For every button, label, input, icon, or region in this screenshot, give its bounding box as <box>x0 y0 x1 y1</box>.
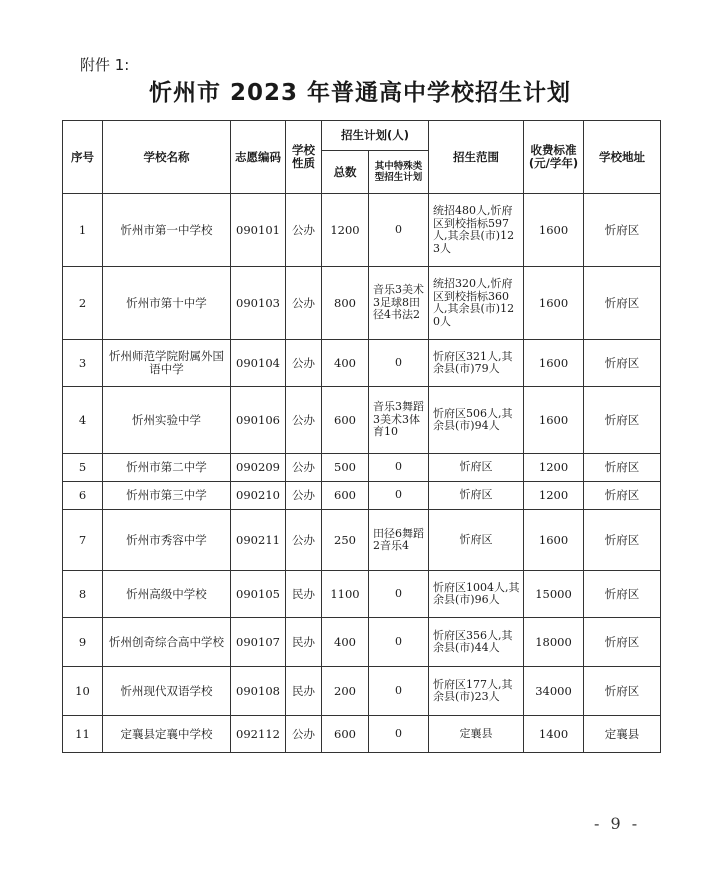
cell-nature: 民办 <box>286 667 322 716</box>
cell-fee: 1200 <box>524 454 584 482</box>
table-row <box>63 510 661 571</box>
cell-address: 忻府区 <box>584 618 661 667</box>
cell-total: 250 <box>322 510 369 571</box>
table-row <box>63 571 661 618</box>
cell-seq: 8 <box>63 571 103 618</box>
cell-nature: 公办 <box>286 454 322 482</box>
cell-scope: 统招480人,忻府区到校指标597人,其余县(市)123人 <box>429 194 524 267</box>
cell-code: 090106 <box>231 387 286 454</box>
cell-seq: 11 <box>63 716 103 753</box>
table-row <box>63 387 661 454</box>
cell-seq: 9 <box>63 618 103 667</box>
header-nature: 学校性质 <box>286 121 322 194</box>
cell-special: 0 <box>369 716 429 753</box>
page-number: - 9 - <box>594 814 641 833</box>
cell-code: 090210 <box>231 482 286 510</box>
cell-fee: 1600 <box>524 387 584 454</box>
cell-total: 800 <box>322 267 369 340</box>
header-total: 总数 <box>322 151 369 194</box>
cell-address: 忻府区 <box>584 454 661 482</box>
cell-address: 定襄县 <box>584 716 661 753</box>
cell-total: 200 <box>322 667 369 716</box>
cell-fee: 1600 <box>524 194 584 267</box>
cell-code: 090211 <box>231 510 286 571</box>
cell-scope: 忻府区1004人,其余县(市)96人 <box>429 571 524 618</box>
cell-nature: 民办 <box>286 571 322 618</box>
cell-special: 0 <box>369 482 429 510</box>
header-school-name: 学校名称 <box>103 121 231 194</box>
cell-seq: 6 <box>63 482 103 510</box>
cell-code: 090209 <box>231 454 286 482</box>
cell-school-name: 忻州现代双语学校 <box>103 667 231 716</box>
cell-total: 1100 <box>322 571 369 618</box>
cell-address: 忻府区 <box>584 667 661 716</box>
cell-fee: 1600 <box>524 267 584 340</box>
cell-total: 500 <box>322 454 369 482</box>
cell-seq: 10 <box>63 667 103 716</box>
cell-scope: 忻府区 <box>429 454 524 482</box>
cell-fee: 34000 <box>524 667 584 716</box>
cell-school-name: 忻州高级中学校 <box>103 571 231 618</box>
cell-fee: 1400 <box>524 716 584 753</box>
cell-address: 忻府区 <box>584 510 661 571</box>
cell-school-name: 忻州市第十中学 <box>103 267 231 340</box>
cell-scope: 忻府区 <box>429 482 524 510</box>
cell-special: 音乐3美术3足球8田径4书法2 <box>369 267 429 340</box>
cell-school-name: 忻州创奇综合高中学校 <box>103 618 231 667</box>
enrollment-plan-table <box>62 120 661 753</box>
cell-special: 0 <box>369 340 429 387</box>
table-row <box>63 482 661 510</box>
cell-special: 0 <box>369 454 429 482</box>
cell-scope: 忻府区 <box>429 510 524 571</box>
cell-total: 400 <box>322 340 369 387</box>
table-row <box>63 194 661 267</box>
cell-school-name: 忻州市第二中学 <box>103 454 231 482</box>
cell-nature: 公办 <box>286 267 322 340</box>
cell-scope: 忻府区506人,其余县(市)94人 <box>429 387 524 454</box>
cell-school-name: 忻州市第三中学 <box>103 482 231 510</box>
header-seq: 序号 <box>63 121 103 194</box>
cell-seq: 7 <box>63 510 103 571</box>
cell-code: 090103 <box>231 267 286 340</box>
cell-address: 忻府区 <box>584 571 661 618</box>
cell-nature: 公办 <box>286 387 322 454</box>
cell-school-name: 忻州师范学院附属外国语中学 <box>103 340 231 387</box>
cell-scope: 定襄县 <box>429 716 524 753</box>
cell-seq: 2 <box>63 267 103 340</box>
table-row <box>63 618 661 667</box>
cell-scope: 忻府区321人,其余县(市)79人 <box>429 340 524 387</box>
cell-address: 忻府区 <box>584 267 661 340</box>
cell-code: 090107 <box>231 618 286 667</box>
cell-seq: 3 <box>63 340 103 387</box>
cell-total: 400 <box>322 618 369 667</box>
cell-school-name: 忻州市第一中学校 <box>103 194 231 267</box>
cell-scope: 忻府区177人,其余县(市)23人 <box>429 667 524 716</box>
header-address: 学校地址 <box>584 121 661 194</box>
cell-seq: 1 <box>63 194 103 267</box>
header-code: 志愿编码 <box>231 121 286 194</box>
cell-code: 090105 <box>231 571 286 618</box>
cell-code: 090104 <box>231 340 286 387</box>
cell-special: 0 <box>369 194 429 267</box>
cell-special: 0 <box>369 618 429 667</box>
cell-school-name: 定襄县定襄中学校 <box>103 716 231 753</box>
cell-nature: 公办 <box>286 340 322 387</box>
table-row <box>63 716 661 753</box>
cell-address: 忻府区 <box>584 340 661 387</box>
cell-school-name: 忻州市秀容中学 <box>103 510 231 571</box>
cell-nature: 公办 <box>286 482 322 510</box>
table-row <box>63 267 661 340</box>
page-title: 忻州市 2023 年普通高中学校招生计划 <box>148 80 572 106</box>
cell-special: 0 <box>369 571 429 618</box>
cell-total: 600 <box>322 387 369 454</box>
header-scope: 招生范围 <box>429 121 524 194</box>
attachment-label: 附件 1: <box>80 56 130 74</box>
header-fee: 收费标准(元/学年) <box>524 121 584 194</box>
header-plan: 招生计划(人) <box>322 121 429 151</box>
cell-fee: 1200 <box>524 482 584 510</box>
cell-nature: 公办 <box>286 510 322 571</box>
cell-code: 090108 <box>231 667 286 716</box>
cell-total: 1200 <box>322 194 369 267</box>
cell-seq: 5 <box>63 454 103 482</box>
cell-scope: 忻府区356人,其余县(市)44人 <box>429 618 524 667</box>
cell-total: 600 <box>322 716 369 753</box>
table-row <box>63 340 661 387</box>
cell-address: 忻府区 <box>584 387 661 454</box>
cell-special: 音乐3舞蹈3美术3体育10 <box>369 387 429 454</box>
cell-special: 田径6舞蹈2音乐4 <box>369 510 429 571</box>
cell-scope: 统招320人,忻府区到校指标360人,其余县(市)120人 <box>429 267 524 340</box>
header-special: 其中特殊类型招生计划 <box>369 151 429 194</box>
table-row <box>63 454 661 482</box>
cell-fee: 1600 <box>524 510 584 571</box>
cell-fee: 15000 <box>524 571 584 618</box>
cell-seq: 4 <box>63 387 103 454</box>
cell-special: 0 <box>369 667 429 716</box>
cell-nature: 公办 <box>286 194 322 267</box>
cell-fee: 18000 <box>524 618 584 667</box>
cell-code: 090101 <box>231 194 286 267</box>
cell-nature: 公办 <box>286 716 322 753</box>
cell-total: 600 <box>322 482 369 510</box>
table-row <box>63 667 661 716</box>
cell-address: 忻府区 <box>584 482 661 510</box>
cell-fee: 1600 <box>524 340 584 387</box>
cell-address: 忻府区 <box>584 194 661 267</box>
cell-school-name: 忻州实验中学 <box>103 387 231 454</box>
cell-nature: 民办 <box>286 618 322 667</box>
cell-code: 092112 <box>231 716 286 753</box>
